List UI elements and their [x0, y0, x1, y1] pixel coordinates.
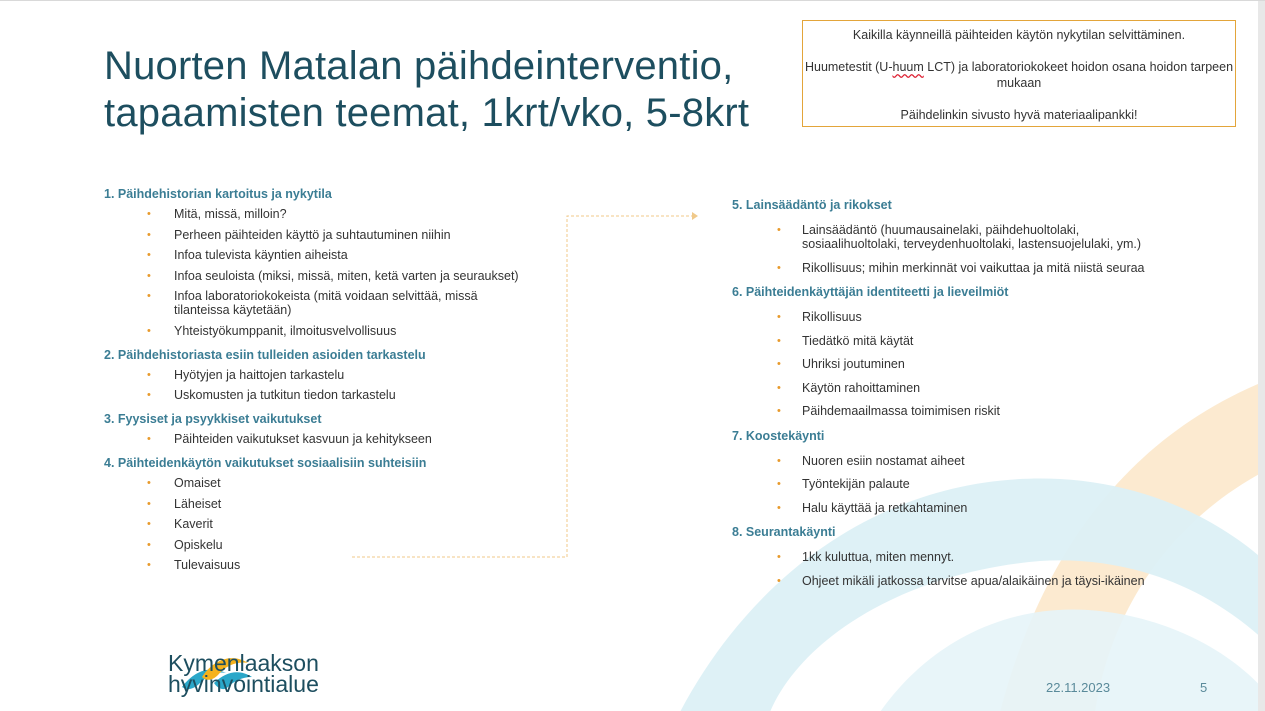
list-item: • Rikollisuus; mihin merkinnät voi vaikuttaa ja mitä niistä seuraa	[732, 261, 1212, 275]
list-item: • Päihdemaailmassa toimimisen riskit	[732, 404, 1212, 418]
list-item: • Perheen päihteiden käyttö ja suhtautuminen niihin	[104, 228, 544, 242]
bullet-list	[104, 432, 544, 446]
bullet-list	[732, 310, 1212, 418]
section-title: 6. Päihteidenkäyttäjän identiteetti ja lieveilmiöt	[732, 285, 1009, 299]
list-item: • Kaverit	[104, 517, 544, 531]
section-3	[104, 411, 544, 446]
list-item: • Uskomusten ja tutkitun tiedon tarkastelu	[104, 388, 544, 402]
logo-line-2: hyvinvointialue	[168, 671, 319, 697]
list-item: • Mitä, missä, milloin?	[104, 207, 544, 221]
section-title: 8. Seurantakäynti	[732, 525, 836, 539]
note-line-1: Kaikilla käynneillä päihteiden käytön nykytilan selvittäminen.	[852, 28, 1186, 42]
list-item: • Ohjeet mikäli jatkossa tarvitse apua/alaikäinen ja täysi-ikäinen	[732, 574, 1212, 588]
right-column	[732, 197, 1212, 597]
bullet-list	[732, 454, 1212, 515]
list-item: • Tulevaisuus	[104, 558, 544, 572]
section-title: 3. Fyysiset ja psyykkiset vaikutukset	[104, 412, 322, 426]
note-line-2-underlined: huum	[892, 60, 924, 74]
bullet-list	[732, 550, 1212, 588]
section-title: 7. Koostekäynti	[732, 428, 825, 443]
list-item: • Tiedätkö mitä käytät	[732, 334, 1212, 348]
footer-date: 22.11.2023	[1046, 680, 1111, 695]
section-1	[104, 186, 544, 338]
page-title	[104, 43, 749, 137]
section-7	[732, 428, 1212, 515]
logo-line-1: Kymenlaakson	[168, 650, 319, 676]
section-6	[732, 284, 1212, 418]
list-item: • Lainsäädäntö (huumausainelaki, päihdehuoltolaki, sosiaalihuoltolaki, terveydenhuoltolaki, lastensuojelulaki, ym.)	[732, 223, 1212, 251]
section-title: 2. Päihdehistoriasta esiin tulleiden asioiden tarkastelu	[104, 347, 426, 362]
bullet-list	[104, 207, 544, 338]
section-title: 4. Päihteidenkäytön vaikutukset sosiaalisiin suhteisiin	[104, 456, 427, 470]
background-blue-arc-inner	[880, 609, 1265, 711]
section-4	[104, 455, 544, 572]
list-item: • Työntekijän palaute	[732, 477, 1212, 491]
section-5	[732, 197, 1212, 275]
note-line-2-pre: Huumetestit (U-	[804, 60, 893, 74]
section-title: 5. Lainsäädäntö ja rikokset	[732, 198, 892, 212]
list-item: • Infoa laboratoriokokeista (mitä voidaan selvittää, missä tilanteissa käytetään)	[104, 289, 544, 317]
section-2	[104, 347, 544, 403]
list-item: • Halu käyttää ja retkahtaminen	[732, 501, 1212, 515]
list-item: • Hyötyjen ja haittojen tarkastelu	[104, 368, 544, 382]
list-item: • Käytön rahoittaminen	[732, 381, 1212, 395]
bullet-list	[732, 223, 1212, 275]
bullet-list	[104, 476, 544, 572]
page-number: 5	[1200, 680, 1208, 695]
note-box	[802, 20, 1236, 127]
bullet-list	[104, 368, 544, 403]
note-line-3: Päihdelinkin sivusto hyvä materiaalipankki!	[900, 108, 1138, 122]
list-item: • Läheiset	[104, 497, 544, 511]
list-item: • 1kk kuluttua, miten mennyt.	[732, 550, 1212, 564]
section-8	[732, 524, 1212, 588]
left-column	[104, 186, 544, 581]
title-line-1: Nuorten Matalan päihdeinterventio,	[104, 44, 734, 88]
list-item: • Uhriksi joutuminen	[732, 357, 1212, 371]
list-item: • Nuoren esiin nostamat aiheet	[732, 454, 1212, 468]
title-line-2: tapaamisten teemat, 1krt/vko, 5-8krt	[104, 91, 750, 135]
logo-text	[168, 650, 319, 697]
list-item: • Infoa tulevista käyntien aiheista	[104, 248, 544, 262]
list-item: • Rikollisuus	[732, 310, 1212, 324]
note-line-2	[803, 59, 1235, 91]
right-edge	[1258, 1, 1265, 711]
list-item: • Omaiset	[104, 476, 544, 490]
section-title: 1. Päihdehistorian kartoitus ja nykytila	[104, 187, 332, 201]
list-item: • Infoa seuloista (miksi, missä, miten, ketä varten ja seuraukset)	[104, 269, 544, 283]
note-line-2-post: LCT) ja laboratoriokokeet hoidon osana hoidon tarpeen mukaan	[923, 60, 1234, 90]
list-item: • Yhteistyökumppanit, ilmoitusvelvollisuus	[104, 324, 544, 338]
list-item: • Opiskelu	[104, 538, 544, 552]
list-item: • Päihteiden vaikutukset kasvuun ja kehitykseen	[104, 432, 544, 446]
